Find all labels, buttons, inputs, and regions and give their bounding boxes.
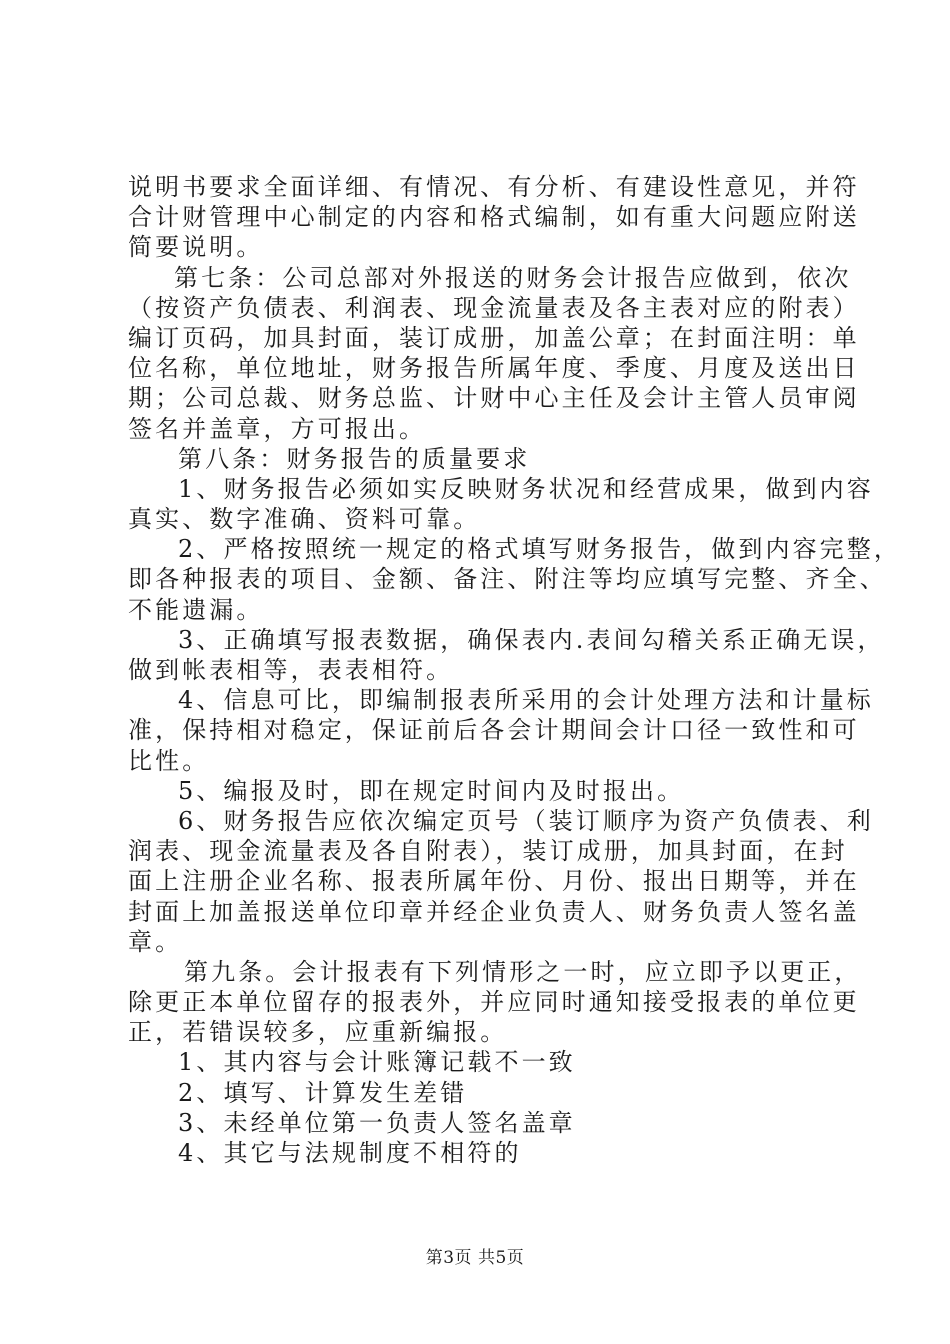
text-line: 正，若错误较多，应重新编报。 (128, 1018, 508, 1047)
text-line: 不能遗漏。 (128, 595, 264, 624)
text-line: 封面上加盖报送单位印章并经企业负责人、财务负责人签名盖 (128, 897, 860, 926)
text-line: 除更正本单位留存的报表外，并应同时通知接受报表的单位更 (128, 988, 860, 1017)
text-line: 做到帐表相等，表表相符。 (128, 656, 454, 684)
text-line: 位名称，单位地址，财务报告所属年度、季度、月度及送出日 (128, 354, 860, 383)
text-line: （按资产负债表、利润表、现金流量表及各主表对应的附表） (128, 293, 860, 322)
list-item: 3、正确填写报表数据，确保表内.表间勾稽关系正确无误， (178, 625, 885, 654)
text-line: 即各种报表的项目、金额、备注、附注等均应填写完整、齐全、 (128, 565, 887, 594)
text-line: 面上注册企业名称、报表所属年份、月份、报出日期等，并在 (128, 867, 860, 896)
article-7-heading: 第七条：公司总部对外报送的财务会计报告应做到，依次 (174, 263, 852, 292)
text-line: 真实、数字准确、资料可靠。 (128, 505, 481, 534)
text-line: 润表、现金流量表及各自附表），装订成册，加具封面，在封 (128, 837, 848, 866)
text-line: 期；公司总裁、财务总监、计财中心主任及会计主管人员审阅 (128, 384, 860, 413)
text-line: 章。 (128, 927, 183, 956)
article-8-heading: 第八条：财务报告的质量要求 (178, 444, 531, 473)
text-line: 合计财管理中心制定的内容和格式编制，如有重大问题应附送 (128, 203, 860, 232)
list-item: 1、其内容与会计账簿记载不一致 (178, 1048, 576, 1077)
text-line: 编订页码，加具封面，装订成册，加盖公章；在封面注明：单 (128, 323, 860, 352)
list-item: 4、其它与法规制度不相符的 (178, 1139, 522, 1167)
body-text (128, 172, 901, 1168)
text-line: 比性。 (128, 746, 210, 775)
text-line: 准，保持相对稳定，保证前后各会计期间会计口径一致性和可 (128, 716, 860, 745)
list-item: 4、信息可比，即编制报表所采用的会计处理方法和计量标 (178, 686, 874, 715)
text-line: 简要说明。 (128, 233, 264, 262)
article-9-heading: 第九条。会计报表有下列情形之一时，应立即予以更正， (184, 957, 862, 986)
text-line: 签名并盖章，方可报出。 (128, 414, 427, 443)
list-item: 5、编报及时，即在规定时间内及时报出。 (178, 776, 685, 805)
text-line: 说明书要求全面详细、有情况、有分析、有建设性意见，并符 (128, 173, 860, 201)
list-item: 3、未经单位第一负责人签名盖章 (178, 1108, 576, 1137)
page-number-footer: 第3页 共5页 (425, 1248, 525, 1268)
list-item: 2、填写、计算发生差错 (178, 1078, 468, 1107)
list-item: 6、财务报告应依次编定页号（装订顺序为资产负债表、利 (178, 806, 874, 835)
list-item: 2、严格按照统一规定的格式填写财务报告，做到内容完整， (178, 535, 901, 564)
list-item: 1、财务报告必须如实反映财务状况和经营成果，做到内容 (178, 474, 874, 503)
